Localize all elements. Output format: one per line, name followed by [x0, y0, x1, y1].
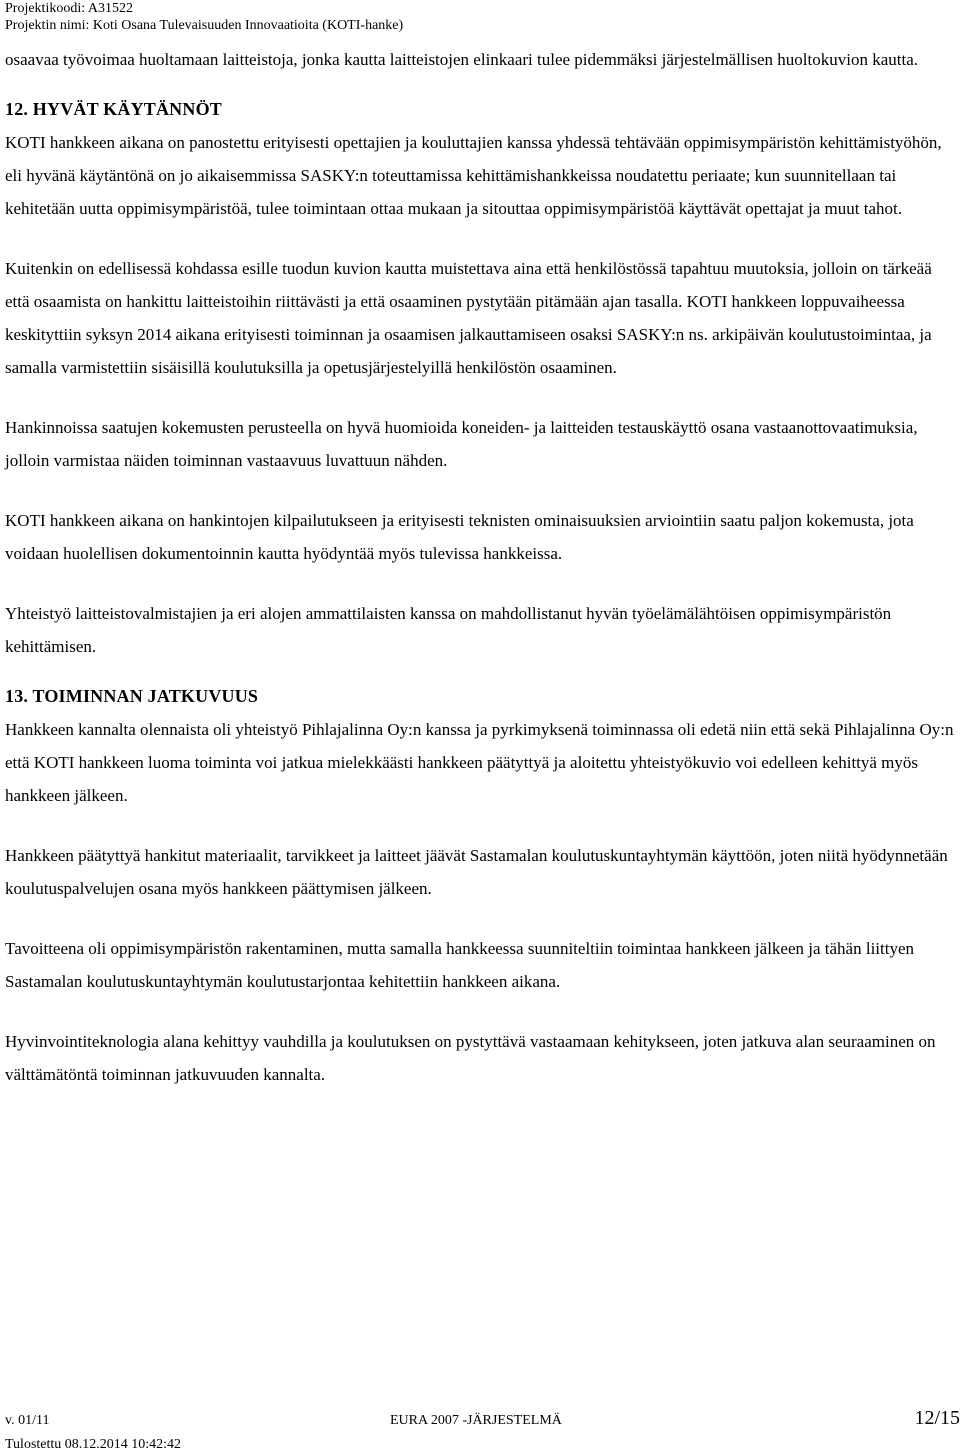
paragraph: osaavaa työvoimaa huoltamaan laitteistoja, jonka kautta laitteistojen elinkaari tulee pidemmäksi järjestelmällisen huoltokuvion kautta. — [5, 50, 919, 69]
paragraph: Kuitenkin on edellisessä kohdassa esille tuodun kuvion kautta muistettava aina että henkilöstössä tapahtuu muutoksia, jolloin on tärkeää että osaamista on hankittu laitteistoihin riittävästi ja että osaaminen pystytään pitämään ajan tasalla. KOTI hankkeen loppuvaiheessa keskityttiin syksyn 2014 aikana erityisesti toiminnan ja osaamisen jalkauttamiseen osaksi SASKY:n ns. arkipäivän koulutustoimintaa, ja samalla varmistettiin sisäisillä koulutuksilla ja opetusjärjestelyillä henkilöstön osaaminen. — [5, 259, 932, 377]
section-heading-13: 13. TOIMINNAN JATKUVUUS — [5, 686, 259, 706]
paragraph: Hankkeen päätyttyä hankitut materiaalit, tarvikkeet ja laitteet jäävät Sastamalan koulutuskuntayhtymän käyttöön, joten niitä hyödynnetään koulutuspalvelujen osana myös hankkeen päättymisen jälkeen. — [5, 846, 948, 898]
version-label: v. 01/11 — [5, 1413, 50, 1428]
page-footer — [5, 1407, 960, 1454]
page-number: 12/15 — [914, 1407, 960, 1429]
paragraph: KOTI hankkeen aikana on hankintojen kilpailutukseen ja erityisesti teknisten ominaisuuksien arviointiin saatu paljon kokemusta, jota voidaan huolellisen dokumentoinnin kautta hyödyntää myös tulevissa hankkeissa. — [5, 511, 914, 563]
page-header — [5, 0, 955, 34]
section-heading-12: 12. HYVÄT KÄYTÄNNÖT — [5, 99, 222, 119]
paragraph: Hankinnoissa saatujen kokemusten perusteella on hyvä huomioida koneiden- ja laitteiden testauskäyttö osana vastaanottovaatimuksia, jolloin varmistaa näiden toiminnan vastaavuus luvattuun nähden. — [5, 418, 918, 470]
paragraph: Tavoitteena oli oppimisympäristön rakentaminen, mutta samalla hankkeessa suunniteltiin toimintaa hankkeen jälkeen ja tähän liittyen Sastamalan koulutuskuntayhtymän koulutustarjontaa kehitettiin hankkeen aikana. — [5, 939, 915, 991]
document-body — [5, 43, 957, 1118]
paragraph: Hankkeen kannalta olennaista oli yhteistyö Pihlajalinna Oy:n kanssa ja pyrkimyksenä toiminnassa oli edetä niin että sekä Pihlajalinna Oy:n että KOTI hankkeen luoma toiminta voi jatkua mielekkäästi hankkeen päätyttyä ja aloitettu yhteistyökuvio voi edelleen kehittyä myös hankkeen jälkeen. — [5, 720, 954, 805]
paragraph: Hyvinvointiteknologia alana kehittyy vauhdilla ja koulutuksen on pystyttävä vastaamaan kehitykseen, joten jatkuva alan seuraaminen on välttämätöntä toiminnan jatkuvuuden kannalta. — [5, 1032, 936, 1084]
paragraph: KOTI hankkeen aikana on panostettu erityisesti opettajien ja kouluttajien kanssa yhdessä tehtävään oppimisympäristön kehittämistyöhön, eli hyvänä käytäntönä on jo aikaisemmissa SASKY:n toteuttamissa kehittämishankkeissa noudatettu periaate; kun suunnitellaan tai kehitetään uutta oppimisympäristöä, tulee toimintaan ottaa mukaan ja sitouttaa oppimisympäristöä käyttävät opettajat ja muut tahot. — [5, 133, 942, 218]
print-timestamp: Tulostettu 08.12.2014 10:42:42 — [5, 1437, 182, 1452]
project-code: Projektikoodi: A31522 — [5, 1, 133, 16]
system-name: EURA 2007 -JÄRJESTELMÄ — [390, 1413, 562, 1428]
project-name: Projektin nimi: Koti Osana Tulevaisuuden Innovaatioita (KOTI-hanke) — [5, 18, 404, 33]
paragraph: Yhteistyö laitteistovalmistajien ja eri alojen ammattilaisten kanssa on mahdollistanut hyvän työelämälähtöisen oppimisympäristön kehittämisen. — [5, 604, 892, 656]
